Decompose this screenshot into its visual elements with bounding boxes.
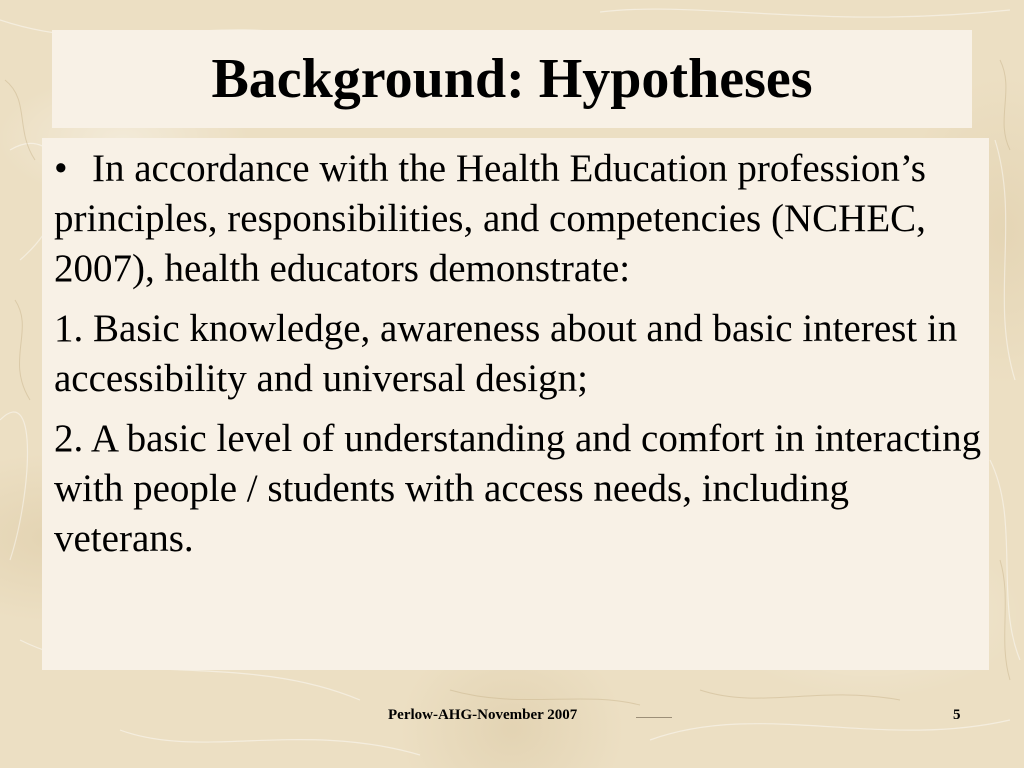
paragraph-text: In accordance with the Health Education profession’s principles, responsibilities, and competencies (NCHEC, 2007), health educators demonstrate: [54,147,926,290]
hypothesis-1: 1. Basic knowledge, awareness about and basic interest in accessibility and universal design; [54,307,958,400]
footer-divider [636,717,672,718]
bullet-marker: • [54,147,68,190]
hypothesis-2: 2. A basic level of understanding and comfort in interacting with people / students with access needs, including veterans. [54,417,982,560]
content-panel [42,138,989,670]
slide-footer: Perlow-AHG-November 2007 [388,707,578,723]
slide-title: Background: Hypotheses [211,48,813,110]
page-number: 5 [953,707,961,723]
title-panel [52,30,972,128]
bullet-paragraph [54,144,983,294]
